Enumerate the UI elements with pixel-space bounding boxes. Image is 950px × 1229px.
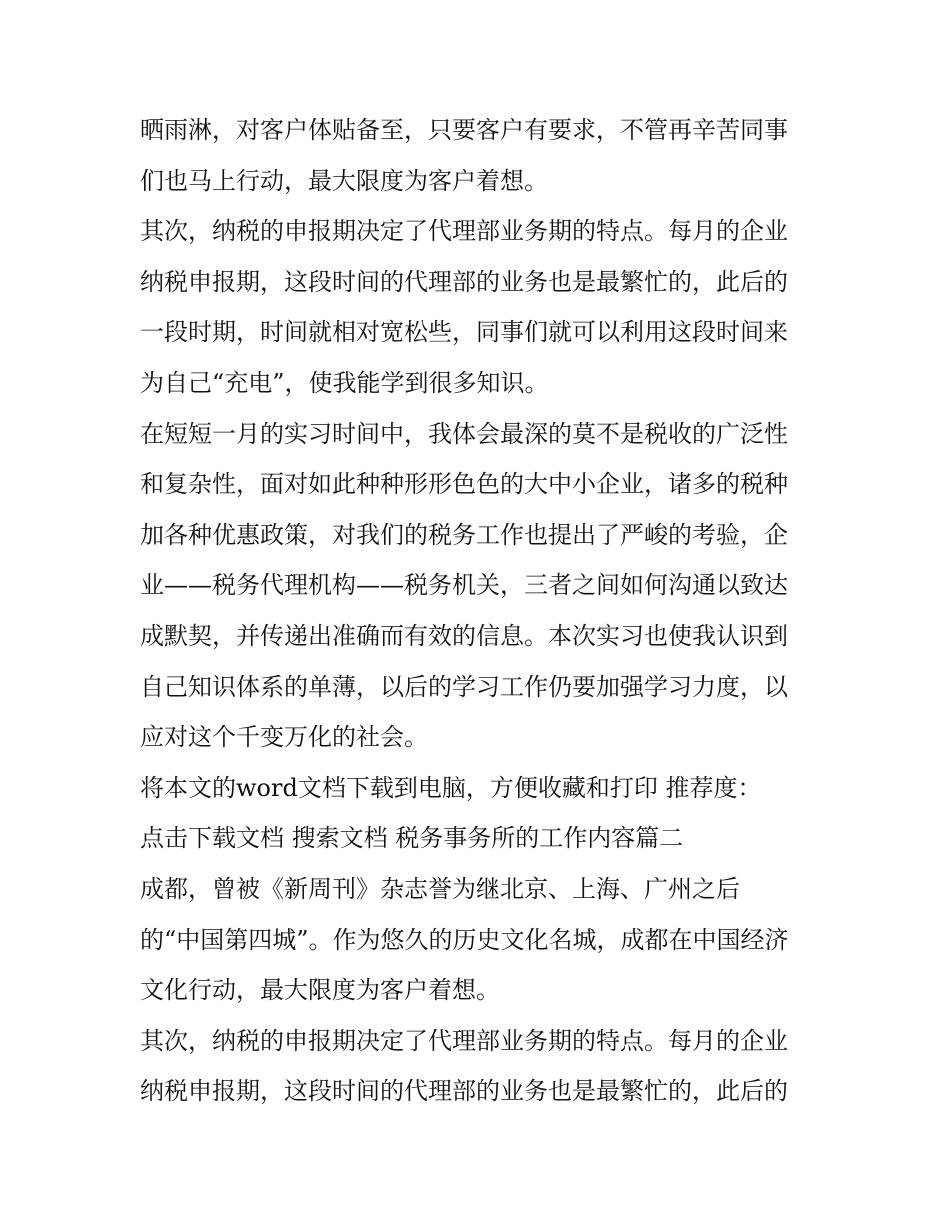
text-line: 和复杂性，面对如此种种形形色色的大中小企业，诸多的税种 <box>140 470 788 499</box>
text-line: 一段时期，时间就相对宽松些，同事们就可以利用这段时间来 <box>140 318 788 347</box>
text-line: 业——税务代理机构——税务机关，三者之间如何沟通以致达 <box>140 571 788 600</box>
text-line: 纳税申报期，这段时间的代理部的业务也是最繁忙的，此后的 <box>140 1077 788 1106</box>
text-line: 其次，纳税的申报期决定了代理部业务期的特点。每月的企业 <box>140 1026 788 1055</box>
download-links-line[interactable]: 点击下载文档 搜索文档 税务事务所的工作内容篇二 <box>140 824 684 853</box>
download-prompt-line: 将本文的word文档下载到电脑，方便收藏和打印 推荐度： <box>140 773 762 802</box>
text-line: 为自己“充电”，使我能学到很多知识。 <box>140 368 549 397</box>
text-line: 加各种优惠政策，对我们的税务工作也提出了严峻的考验，企 <box>140 520 788 549</box>
text-line: 成默契，并传递出准确而有效的信息。本次实习也使我认识到 <box>140 621 788 650</box>
text-line: 其次，纳税的申报期决定了代理部业务期的特点。每月的企业 <box>140 217 788 246</box>
text-line: 应对这个千变万化的社会。 <box>140 723 428 752</box>
text-line: 的“中国第四城”。作为悠久的历史文化名城，成都在中国经济 <box>140 925 789 954</box>
text-line: 纳税申报期，这段时间的代理部的业务也是最繁忙的，此后的 <box>140 267 788 296</box>
document-body <box>140 105 830 1117</box>
text-line: 晒雨淋，对客户体贴备至，只要客户有要求，不管再辛苦同事 <box>140 116 788 144</box>
text-line: 们也马上行动，最大限度为客户着想。 <box>140 166 548 195</box>
text-line: 自己知识体系的单薄，以后的学习工作仍要加强学习力度，以 <box>140 672 788 701</box>
text-line: 在短短一月的实习时间中，我体会最深的莫不是税收的广泛性 <box>140 419 788 448</box>
text-line: 成都，曾被《新周刊》杂志誉为继北京、上海、广州之后 <box>140 874 740 903</box>
text-line: 文化行动，最大限度为客户着想。 <box>140 976 500 1005</box>
